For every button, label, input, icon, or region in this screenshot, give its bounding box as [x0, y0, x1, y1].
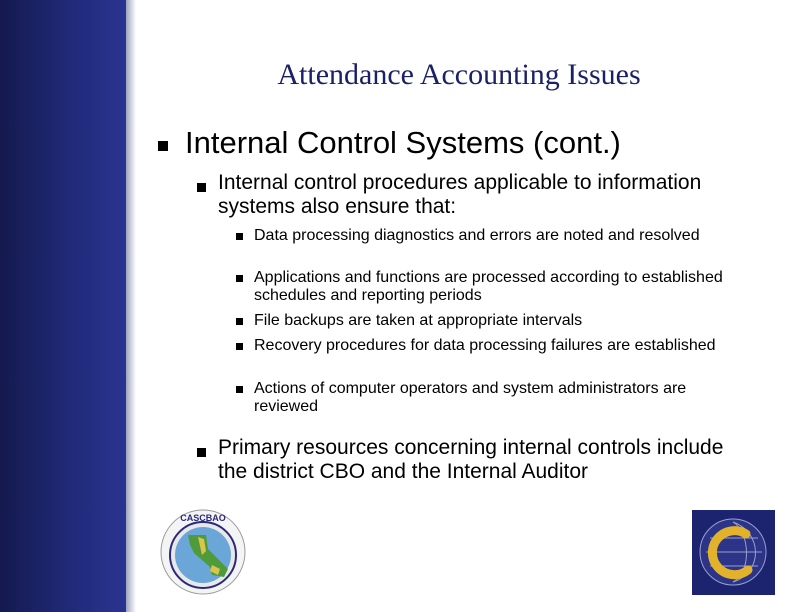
sub-bullet-icon: [236, 386, 243, 393]
point-text: Internal control procedures applicable to information systems also ensure that:: [218, 171, 702, 218]
point-text: Primary resources concerning internal controls include the district CBO and the Internal Auditor: [218, 436, 724, 483]
sidebar-decoration: [0, 0, 126, 612]
california-seal-logo: [154, 505, 252, 597]
subpoint-text: Applications and functions are processed according to established schedules and reporting periods: [254, 269, 723, 304]
logo-left-text: CASCBAO: [180, 513, 226, 523]
bullet-icon: [197, 183, 206, 192]
heading-bullet-icon: [158, 141, 168, 151]
slide-title: Attendance Accounting Issues: [277, 58, 641, 91]
c-globe-logo: [692, 510, 775, 595]
sub-bullet-icon: [236, 343, 243, 350]
sub-bullet-icon: [236, 233, 243, 240]
subpoint-text: Actions of computer operators and system administrators are reviewed: [254, 380, 687, 415]
bullet-icon: [197, 448, 206, 457]
subpoint-text: Data processing diagnostics and errors are noted and resolved: [254, 227, 700, 244]
sub-bullet-icon: [236, 318, 243, 325]
subpoint-text: File backups are taken at appropriate intervals: [254, 312, 583, 329]
sub-bullet-icon: [236, 275, 243, 282]
subpoint-text: Recovery procedures for data processing failures are established: [254, 337, 716, 354]
slide-heading: Internal Control Systems (cont.): [185, 125, 621, 160]
